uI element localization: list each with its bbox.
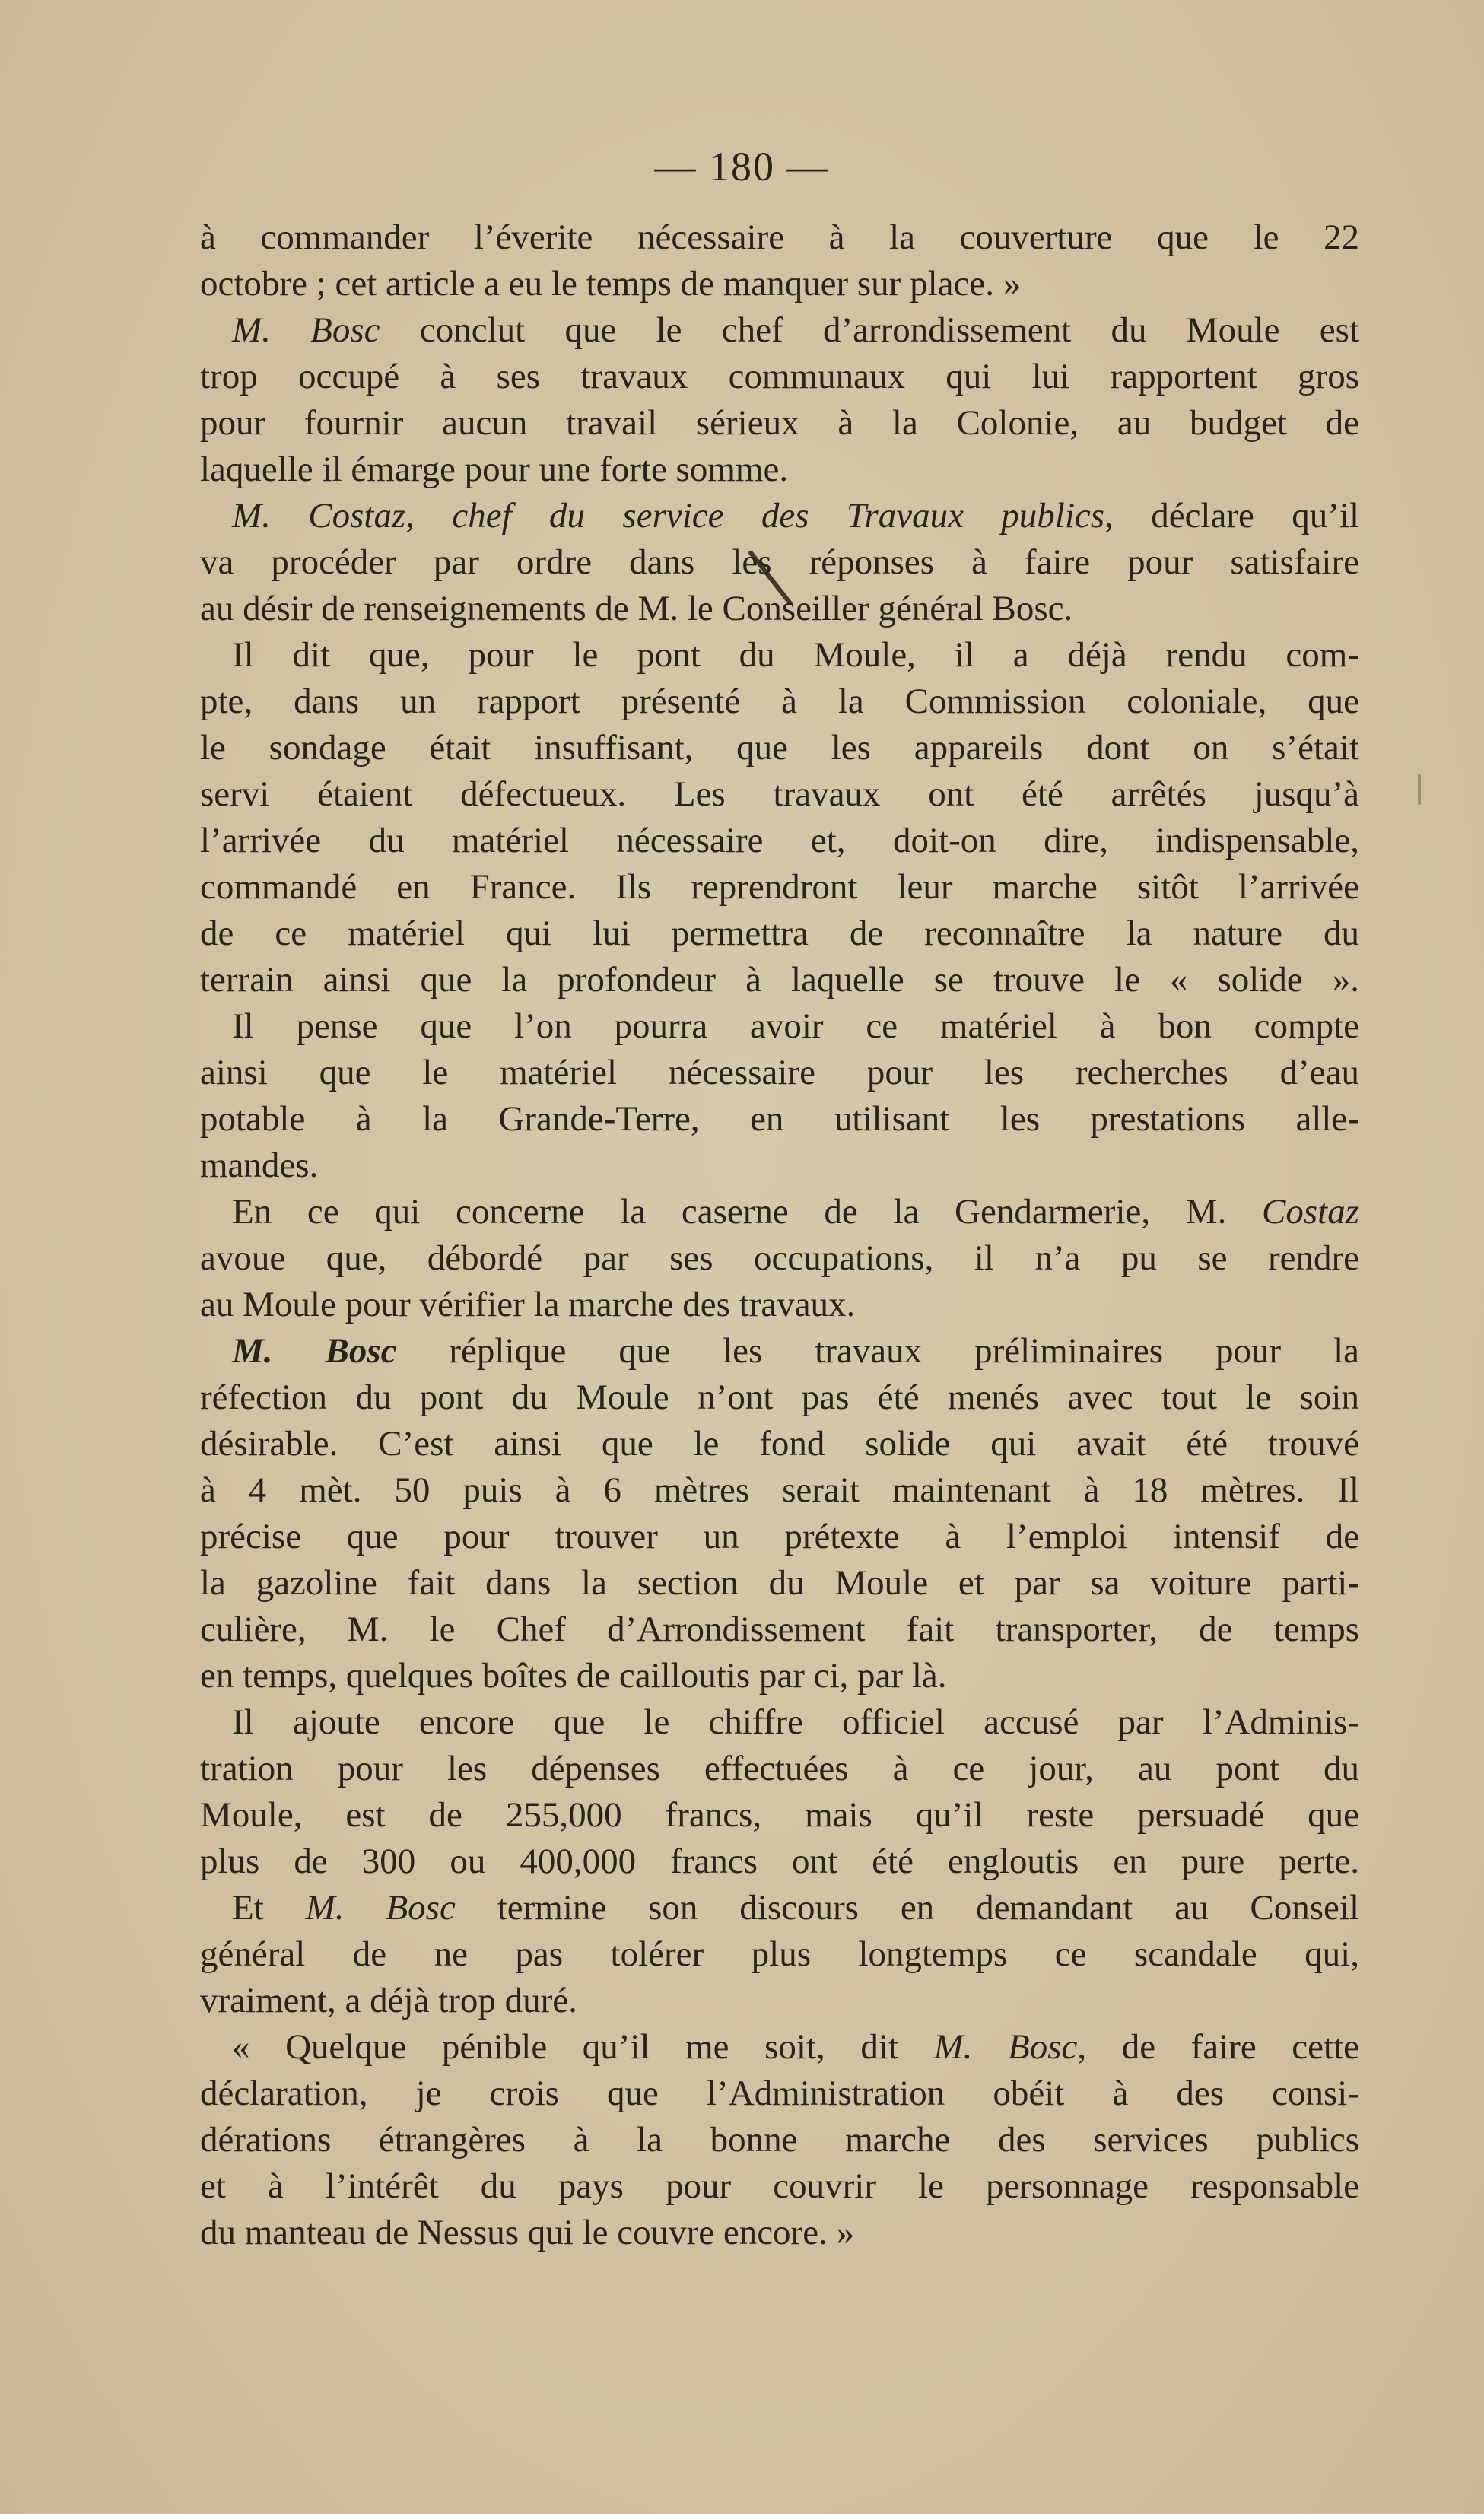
text-line (200, 1374, 1359, 1421)
text-segment: pour fournir aucun travail sérieux à la Colonie, au budget de (200, 403, 1359, 443)
text-line (232, 1188, 1359, 1235)
text-line (200, 2209, 1359, 2256)
text-line (200, 1513, 1359, 1560)
text-line (200, 260, 1359, 307)
text-line (200, 2163, 1359, 2210)
text-line (200, 1420, 1359, 1467)
text-segment: à 4 mèt. 50 puis à 6 mètres serait maintenant à 18 mètres. Il (200, 1470, 1359, 1510)
text-line (200, 1745, 1359, 1792)
text-segment: avoue que, débordé par ses occupations, il n’a pu se rendre (200, 1238, 1359, 1278)
text-line (200, 1467, 1359, 1514)
text-segment: mandes. (200, 1146, 319, 1185)
text-line (232, 1884, 1359, 1931)
text-line (232, 631, 1359, 679)
text-line (200, 1235, 1359, 1282)
emphasized-text: M. Bosc (933, 2027, 1078, 2067)
text-segment: Moule, est de 255,000 francs, mais qu’il reste persuadé que (200, 1795, 1359, 1835)
text-line (200, 1049, 1359, 1096)
text-line (200, 1977, 1359, 2024)
text-segment: réplique que les travaux préliminaires pour la (396, 1331, 1359, 1371)
text-segment: désirable. C’est ainsi que le fond solide qui avait été trouvé (200, 1424, 1359, 1464)
text-line (200, 724, 1359, 771)
text-line (200, 1838, 1359, 1885)
text-line (200, 1095, 1359, 1143)
text-segment: octobre ; cet article a eu le temps de manquer sur place. » (200, 264, 1022, 304)
text-segment: servi étaient défectueux. Les travaux ont été arrêtés jusqu’à (200, 774, 1359, 814)
text-segment: précise que pour trouver un prétexte à l’emploi intensif de (200, 1517, 1359, 1556)
text-segment: va procéder par ordre dans les réponses à faire pour satisfaire (200, 542, 1359, 582)
text-line (200, 1791, 1359, 1839)
emphasized-text: M. Bosc (305, 1888, 456, 1928)
text-line (232, 2023, 1359, 2071)
text-segment: Il dit que, pour le pont du Moule, il a déjà rendu com- (232, 635, 1359, 675)
text-segment: tration pour les dépenses effectuées à ce jour, au pont du (200, 1749, 1359, 1788)
text-segment: culière, M. le Chef d’Arrondissement fait transporter, de temps (200, 1610, 1359, 1649)
emphasized-text: M. Costaz, chef du service des Travaux publics (232, 496, 1105, 536)
text-line (200, 446, 1359, 493)
text-line (200, 2070, 1359, 2117)
text-line (200, 1559, 1359, 1607)
emphasized-text: M. Bosc (232, 310, 380, 350)
text-segment: potable à la Grande-Terre, en utilisant les prestations alle- (200, 1099, 1359, 1139)
text-line (200, 863, 1359, 911)
text-line (200, 2116, 1359, 2163)
text-line (200, 539, 1359, 586)
text-line (232, 307, 1359, 354)
text-segment: réfection du pont du Moule n’ont pas été menés avec tout le soin (200, 1378, 1359, 1417)
text-segment: le sondage était insuffisant, que les appareils dont on s’était (200, 728, 1359, 768)
text-line (232, 1003, 1359, 1050)
text-line (200, 817, 1359, 864)
text-segment: vraiment, a déjà trop duré. (200, 1981, 577, 2020)
text-line (200, 678, 1359, 725)
text-line (200, 1142, 1359, 1189)
text-segment: trop occupé à ses travaux communaux qui lui rapportent gros (200, 357, 1359, 396)
text-segment: et à l’intérêt du pays pour couvrir le personnage responsable (200, 2166, 1359, 2206)
text-line (200, 910, 1359, 957)
page-number: — 180 — (654, 144, 830, 189)
text-segment: terrain ainsi que la profondeur à laquelle se trouve le « solide ». (200, 960, 1359, 1000)
text-segment: au désir de renseignements de M. le Conseiller général Bosc. (200, 589, 1073, 628)
text-line (200, 1281, 1359, 1328)
emphasized-text: M. Bosc (232, 1331, 397, 1371)
text-line (200, 1606, 1359, 1653)
text-segment: en temps, quelques boîtes de cailloutis par ci, par là. (200, 1656, 947, 1696)
text-segment: déclaration, je crois que l’Administration obéit à des consi- (200, 2074, 1359, 2113)
text-segment: dérations étrangères à la bonne marche des services publics (200, 2120, 1359, 2160)
text-line (200, 1931, 1359, 1978)
text-line (200, 956, 1359, 1003)
text-segment: au Moule pour vérifier la marche des travaux. (200, 1285, 856, 1324)
text-line (200, 1652, 1359, 1699)
pencil-mark (1418, 774, 1421, 805)
text-segment: , de faire cette (1077, 2027, 1359, 2067)
text-segment: général de ne pas tolérer plus longtemps ce scandale qui, (200, 1934, 1359, 1974)
text-line (232, 1699, 1359, 1746)
text-segment: , déclare qu’il (1104, 496, 1360, 536)
text-segment: à commander l’éverite nécessaire à la couverture que le 22 (200, 218, 1359, 257)
text-segment: la gazoline fait dans la section du Moule et par sa voiture parti- (200, 1563, 1359, 1603)
text-segment: conclut que le chef d’arrondissement du Moule est (380, 310, 1359, 350)
text-segment: termine son discours en demandant au Conseil (455, 1888, 1359, 1928)
text-line (232, 1327, 1359, 1375)
text-line (200, 214, 1359, 261)
text-segment: « Quelque pénible qu’il me soit, dit (232, 2027, 934, 2067)
text-segment: ainsi que le matériel nécessaire pour les recherches d’eau (200, 1053, 1359, 1092)
text-line (200, 353, 1359, 400)
text-segment: pte, dans un rapport présenté à la Commission coloniale, que (200, 682, 1359, 721)
text-segment: plus de 300 ou 400,000 francs ont été engloutis en pure perte. (200, 1842, 1359, 1881)
text-segment: de ce matériel qui lui permettra de reconnaître la nature du (200, 914, 1359, 953)
text-line (200, 399, 1359, 447)
text-segment: laquelle il émarge pour une forte somme. (200, 450, 789, 489)
text-segment: l’arrivée du matériel nécessaire et, doit-on dire, indispensable, (200, 821, 1359, 860)
emphasized-text: Costaz (1262, 1192, 1359, 1232)
text-line (232, 492, 1359, 539)
text-segment: commandé en France. Ils reprendront leur marche sitôt l’arrivée (200, 867, 1359, 907)
text-line (200, 771, 1359, 818)
text-segment: Il pense que l’on pourra avoir ce matériel à bon compte (232, 1006, 1359, 1046)
text-segment: Et (232, 1888, 306, 1928)
text-segment: Il ajoute encore que le chiffre officiel accusé par l’Adminis- (232, 1702, 1359, 1742)
text-segment: du manteau de Nessus qui le couvre encore. » (200, 2213, 855, 2252)
text-segment: En ce qui concerne la caserne de la Gendarmerie, M. (232, 1192, 1262, 1232)
